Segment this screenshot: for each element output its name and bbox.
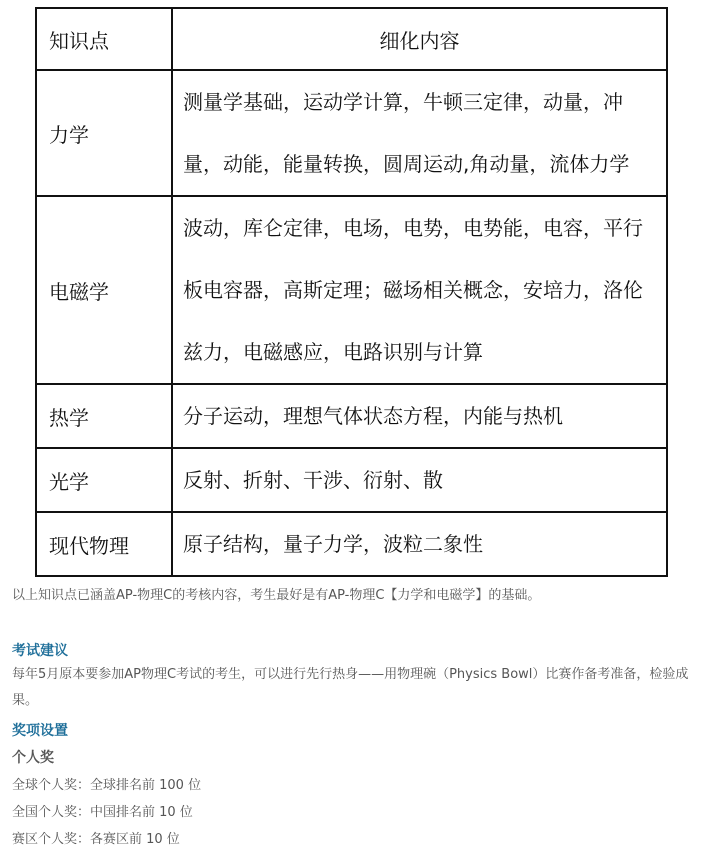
table-row (36, 384, 667, 448)
row-detail: 反射、折射、干涉、衍射、散 (172, 448, 667, 512)
prerequisite-note: 以上知识点已涵盖AP-物理C的考核内容，考生最好是有AP-物理C【力学和电磁学】的基础。 (12, 588, 541, 603)
header-detail: 细化内容 (172, 8, 667, 70)
exam-advice-title: 考试建议 (12, 643, 68, 659)
row-topic: 热学 (36, 384, 172, 448)
table-row (36, 196, 667, 384)
row-detail: 分子运动，理想气体状态方程，内能与热机 (172, 384, 667, 448)
header-topic: 知识点 (36, 8, 172, 70)
award-item: 全球个人奖：全球排名前 100 位 (12, 778, 202, 793)
table-row (36, 512, 667, 576)
row-topic: 力学 (36, 70, 172, 196)
table-header-row (36, 8, 667, 70)
table-row (36, 448, 667, 512)
knowledge-table (35, 7, 668, 577)
row-topic: 电磁学 (36, 196, 172, 384)
awards-title: 奖项设置 (12, 723, 68, 739)
row-topic: 光学 (36, 448, 172, 512)
award-item: 赛区个人奖：各赛区前 10 位 (12, 832, 180, 847)
table-row (36, 70, 667, 196)
row-detail: 测量学基础，运动学计算，牛顿三定律，动量，冲量，动能，能量转换，圆周运动,角动量，流体力学 (172, 70, 667, 196)
exam-advice-text: 每年5月原本要参加AP物理C考试的考生，可以进行先行热身——用物理碗（Physics Bowl）比赛作备考准备，检验成果。 (12, 667, 689, 708)
row-topic: 现代物理 (36, 512, 172, 576)
award-item: 全国个人奖：中国排名前 10 位 (12, 805, 193, 820)
row-detail: 波动，库仑定律，电场，电势，电势能，电容，平行板电容器，高斯定理；磁场相关概念，安培力，洛伦兹力，电磁感应，电路识别与计算 (172, 196, 667, 384)
individual-award-title: 个人奖 (12, 750, 54, 766)
row-detail: 原子结构，量子力学，波粒二象性 (172, 512, 667, 576)
